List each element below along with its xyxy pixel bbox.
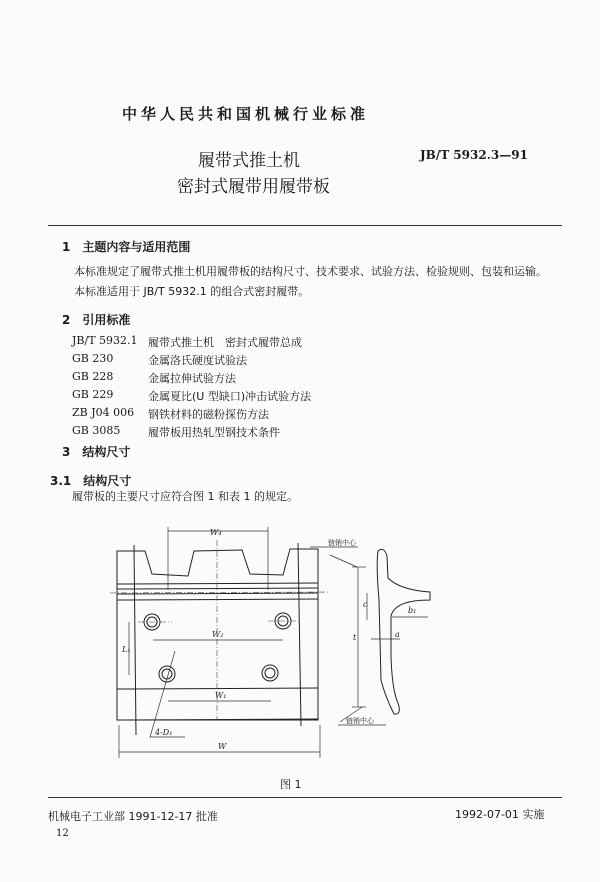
label-b1: b₁ [408, 606, 417, 615]
label-w2: W₂ [212, 630, 224, 639]
ref-title: 金属洛氏硬度试验法 [148, 354, 247, 367]
ref-title: 履带式推土机 密封式履带总成 [148, 336, 302, 349]
ref-code: GB 3085 [72, 424, 121, 437]
approval-text: 机械电子工业部 1991-12-17 批准 [48, 810, 218, 823]
label-c: c [363, 600, 368, 609]
title-line-2: 密封式履带用履带板 [177, 177, 330, 197]
title-line-1: 履带式推土机 [198, 151, 300, 171]
footer-rule [48, 797, 562, 798]
effective-date: 1992-07-01 实施 [455, 808, 545, 821]
section-3-1-heading: 3.1 结构尺寸 [50, 474, 132, 488]
ref-title: 金属拉伸试验方法 [148, 372, 236, 385]
section-3-1-para: 履带板的主要尺寸应符合图 1 和表 1 的规定。 [72, 490, 298, 503]
ref-code: JB/T 5932.1 [72, 334, 138, 347]
ref-code: ZB J04 006 [72, 406, 135, 419]
ref-code: GB 228 [72, 370, 114, 383]
ref-title: 钢铁材料的磁粉探伤方法 [148, 408, 269, 421]
label-l1: L₁ [122, 645, 131, 654]
ref-title: 金属夏比(U 型缺口)冲击试验方法 [148, 390, 312, 403]
ref-title: 履带板用热轧型钢技术条件 [148, 426, 280, 439]
bolt-hole-icon [262, 665, 278, 681]
figure-caption: 图 1 [280, 778, 302, 791]
label-holes: 4-D₁ [155, 728, 173, 737]
section-1-para-2: 本标准适用于 JB/T 5932.1 的组合式密封履带。 [74, 285, 310, 298]
standard-number: JB/T 5932.3—91 [420, 148, 528, 162]
label-a: a [395, 630, 400, 639]
issuer-heading: 中华人民共和国机械行业标准 [122, 105, 370, 123]
label-w1: W₁ [215, 691, 227, 700]
ref-code: GB 230 [72, 352, 114, 365]
label-w4: W₄ [210, 528, 222, 537]
label-t: t [353, 633, 357, 642]
section-3-heading: 3 结构尺寸 [62, 445, 131, 459]
label-pin-center-top: 链销中心 [328, 539, 356, 547]
ref-code: GB 229 [72, 388, 114, 401]
section-1-para-1: 本标准规定了履带式推土机用履带板的结构尺寸、技术要求、试验方法、检验规则、包装和运输。 [74, 265, 547, 278]
label-pin-center-bottom: 链销中心 [346, 717, 374, 725]
section-1-heading: 1 主题内容与适用范围 [62, 240, 191, 254]
page-number: 12 [56, 828, 69, 839]
section-2-heading: 2 引用标准 [62, 313, 131, 327]
label-w: W [218, 742, 227, 751]
